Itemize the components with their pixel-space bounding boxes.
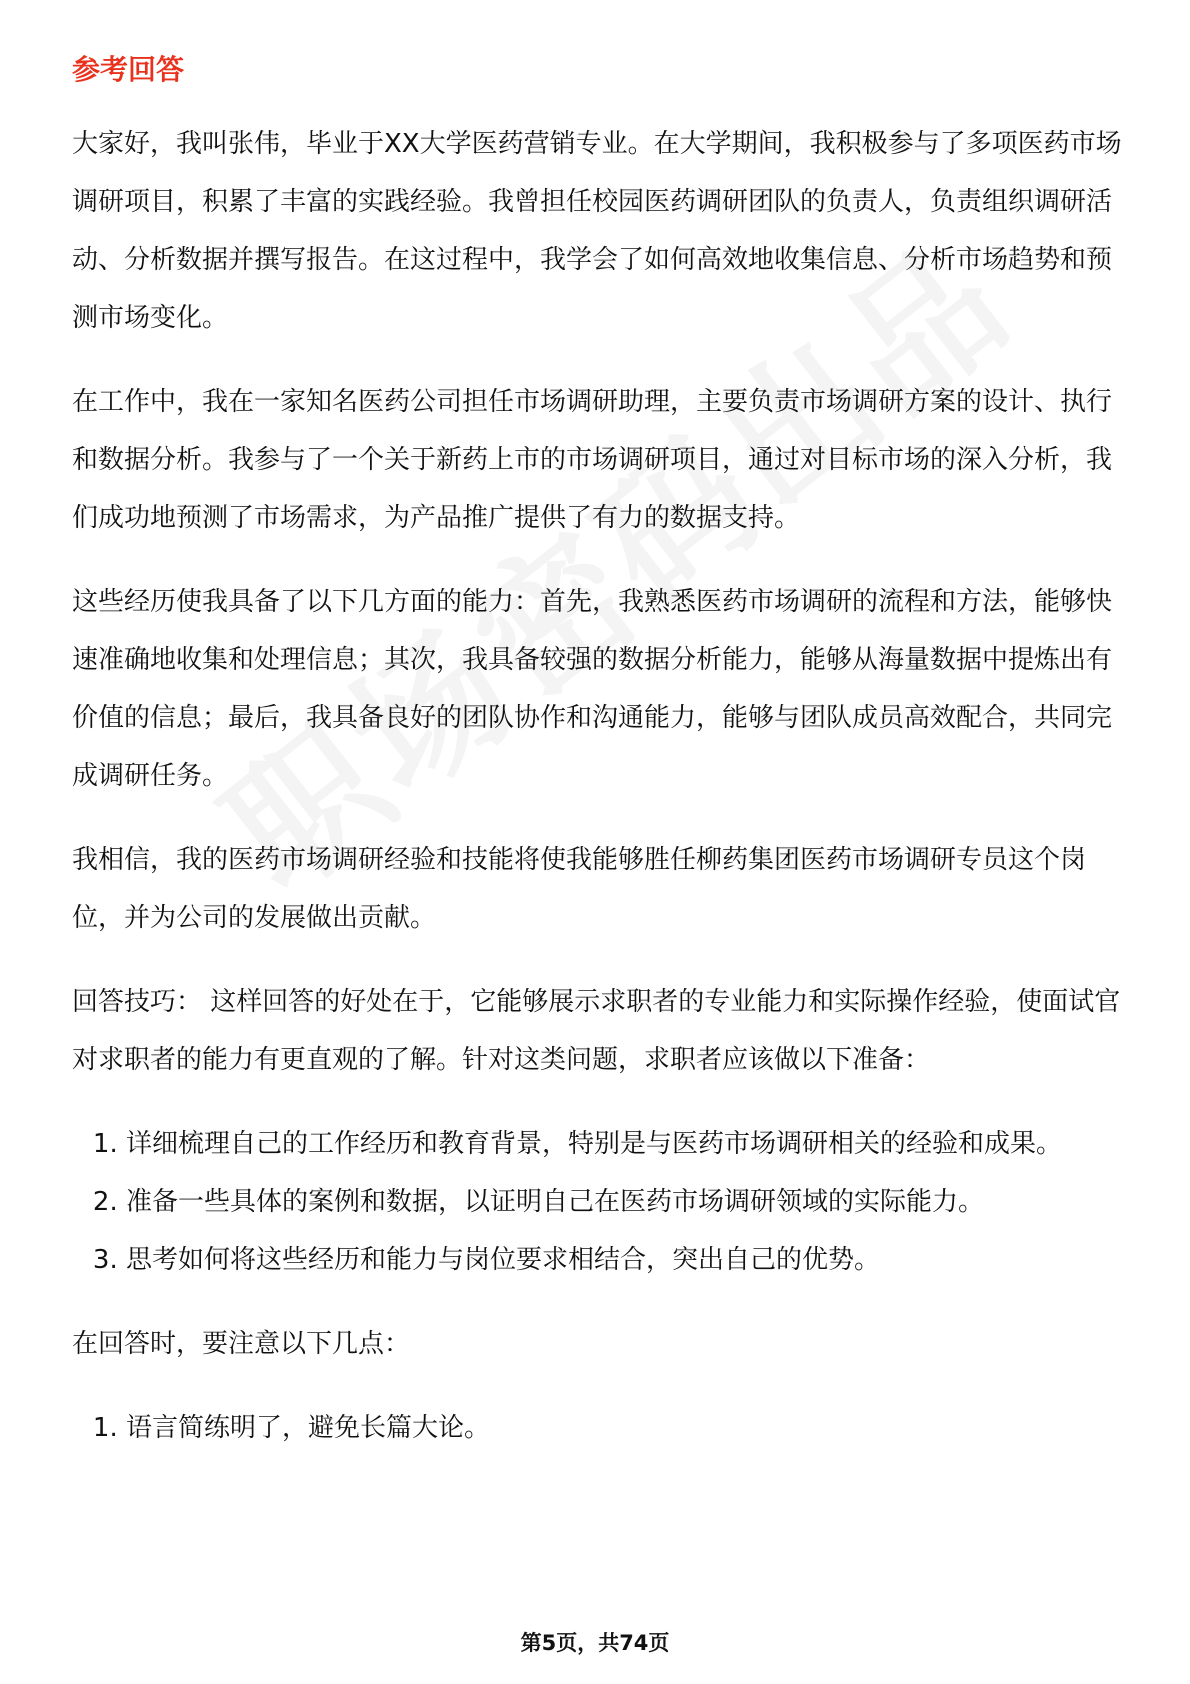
paragraph-abilities: 这些经历使我具备了以下几方面的能力：首先，我熟悉医药市场调研的流程和方法，能够快速准确地收集和处理信息；其次，我具备较强的数据分析能力，能够从海量数据中提炼出有价值的信息；最后，我具备良好的团队协作和沟通能力，能够与团队成员高效配合，共同完成调研任务。 — [72, 587, 1113, 791]
list-item: 1. 详细梳理自己的工作经历和教育背景，特别是与医药市场调研相关的经验和成果。 — [126, 1115, 1122, 1173]
prep-list — [72, 1115, 1122, 1289]
paragraph-work: 在工作中，我在一家知名医药公司担任市场调研助理，主要负责市场调研方案的设计、执行和数据分析。我参与了一个关于新药上市的市场调研项目，通过对目标市场的深入分析，我们成功地预测了市场需求，为产品推广提供了有力的数据支持。 — [72, 387, 1113, 533]
notes-list — [72, 1399, 1122, 1457]
paragraph-tips: 回答技巧： 这样回答的好处在于，它能够展示求职者的专业能力和实际操作经验，使面试官对求职者的能力有更直观的了解。针对这类问题，求职者应该做以下准备： — [72, 987, 1121, 1075]
paragraph-notes-intro: 在回答时，要注意以下几点： — [72, 1329, 411, 1359]
paragraph-conclusion: 我相信，我的医药市场调研经验和技能将使我能够胜任柳药集团医药市场调研专员这个岗位，并为公司的发展做出贡献。 — [72, 845, 1087, 933]
page-number: 第5页，共74页 — [520, 1631, 670, 1655]
list-item: 3. 思考如何将这些经历和能力与岗位要求相结合，突出自己的优势。 — [126, 1231, 1122, 1289]
answer-content — [72, 115, 1122, 1483]
list-item: 1. 语言简练明了，避免长篇大论。 — [126, 1399, 1122, 1457]
section-heading: 参考回答 — [72, 53, 185, 86]
paragraph-intro: 大家好，我叫张伟，毕业于XX大学医药营销专业。在大学期间，我积极参与了多项医药市场调研项目，积累了丰富的实践经验。我曾担任校园医药调研团队的负责人，负责组织调研活动、分析数据并撰写报告。在这过程中，我学会了如何高效地收集信息、分析市场趋势和预测市场变化。 — [72, 129, 1122, 333]
list-item: 2. 准备一些具体的案例和数据，以证明自己在医药市场调研领域的实际能力。 — [126, 1173, 1122, 1231]
